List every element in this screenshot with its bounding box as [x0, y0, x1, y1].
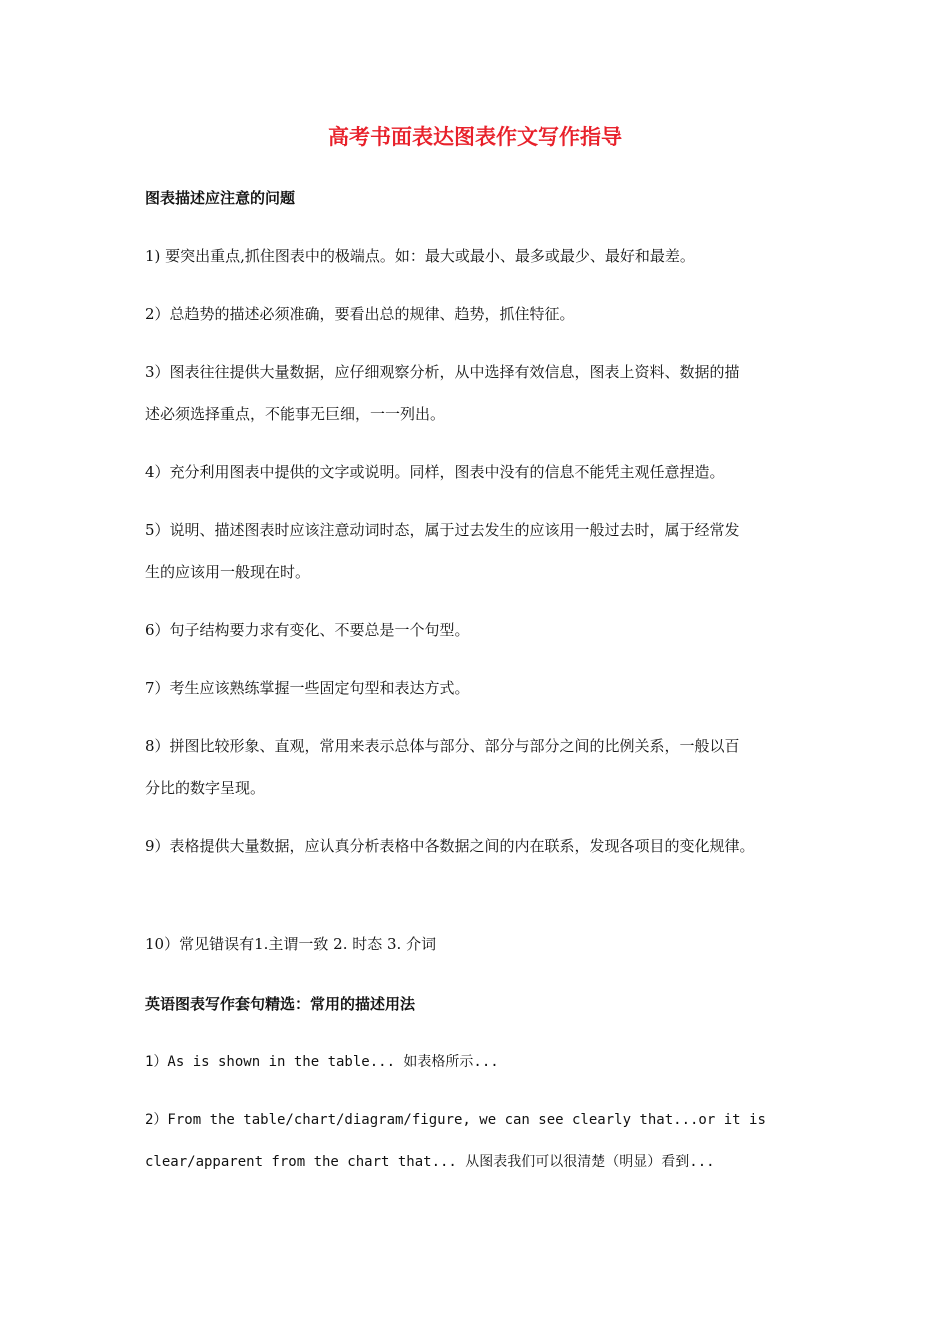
paragraph-line: 1) 要突出重点,抓住图表中的极端点。如：最大或最小、最多或最少、最好和最差。: [145, 247, 695, 265]
note-item-8: [145, 725, 825, 809]
note-item-7: [145, 667, 825, 709]
paragraph-line: 9）表格提供大量数据，应认真分析表格中各数据之间的内在联系，发现各项目的变化规律。: [145, 837, 755, 855]
note-item-2: [145, 293, 825, 335]
note-item-4: [145, 451, 825, 493]
phrase-item-1: [145, 1041, 825, 1083]
section-heading-notes: 图表描述应注意的问题: [145, 189, 296, 207]
note-item-9: [145, 825, 825, 867]
note-item-6: [145, 609, 825, 651]
section-heading-phrases: 英语图表写作套句精选：常用的描述用法: [145, 995, 416, 1013]
paragraph-line: 7）考生应该熟练掌握一些固定句型和表达方式。: [145, 679, 470, 697]
phrase-item-2: [145, 1099, 825, 1183]
paragraph-line: 8）拼图比较形象、直观，常用来表示总体与部分、部分与部分之间的比例关系，一般以百: [145, 737, 740, 755]
note-item-10: [145, 923, 825, 965]
paragraph-line: 4）充分利用图表中提供的文字或说明。同样，图表中没有的信息不能凭主观任意捏造。: [145, 463, 725, 481]
note-item-3: [145, 351, 825, 435]
paragraph-line: 2）总趋势的描述必须准确，要看出总的规律、趋势，抓住特征。: [145, 305, 575, 323]
paragraph-line: 1）As is shown in the table... 如表格所示...: [145, 1054, 499, 1070]
paragraph-line: 10）常见错误有1.主谓一致 2. 时态 3. 介词: [145, 935, 437, 953]
note-item-5: [145, 509, 825, 593]
paragraph-line: 分比的数字呈现。: [145, 779, 266, 797]
page-title: 高考书面表达图表作文写作指导: [328, 125, 622, 149]
paragraph-line: 述必须选择重点，不能事无巨细，一一列出。: [145, 405, 446, 423]
note-item-1: [145, 235, 825, 277]
paragraph-line: 5）说明、描述图表时应该注意动词时态，属于过去发生的应该用一般过去时，属于经常发: [145, 521, 740, 539]
paragraph-line: 生的应该用一般现在时。: [145, 563, 311, 581]
paragraph-line: 2）From the table/chart/diagram/figure, we can see clearly that...or it is: [145, 1112, 766, 1128]
paragraph-line: 3）图表往往提供大量数据，应仔细观察分析，从中选择有效信息，图表上资料、数据的描: [145, 363, 740, 381]
paragraph-line: clear/apparent from the chart that... 从图表我们可以很清楚（明显）看到...: [145, 1154, 715, 1170]
paragraph-line: 6）句子结构要力求有变化、不要总是一个句型。: [145, 621, 470, 639]
